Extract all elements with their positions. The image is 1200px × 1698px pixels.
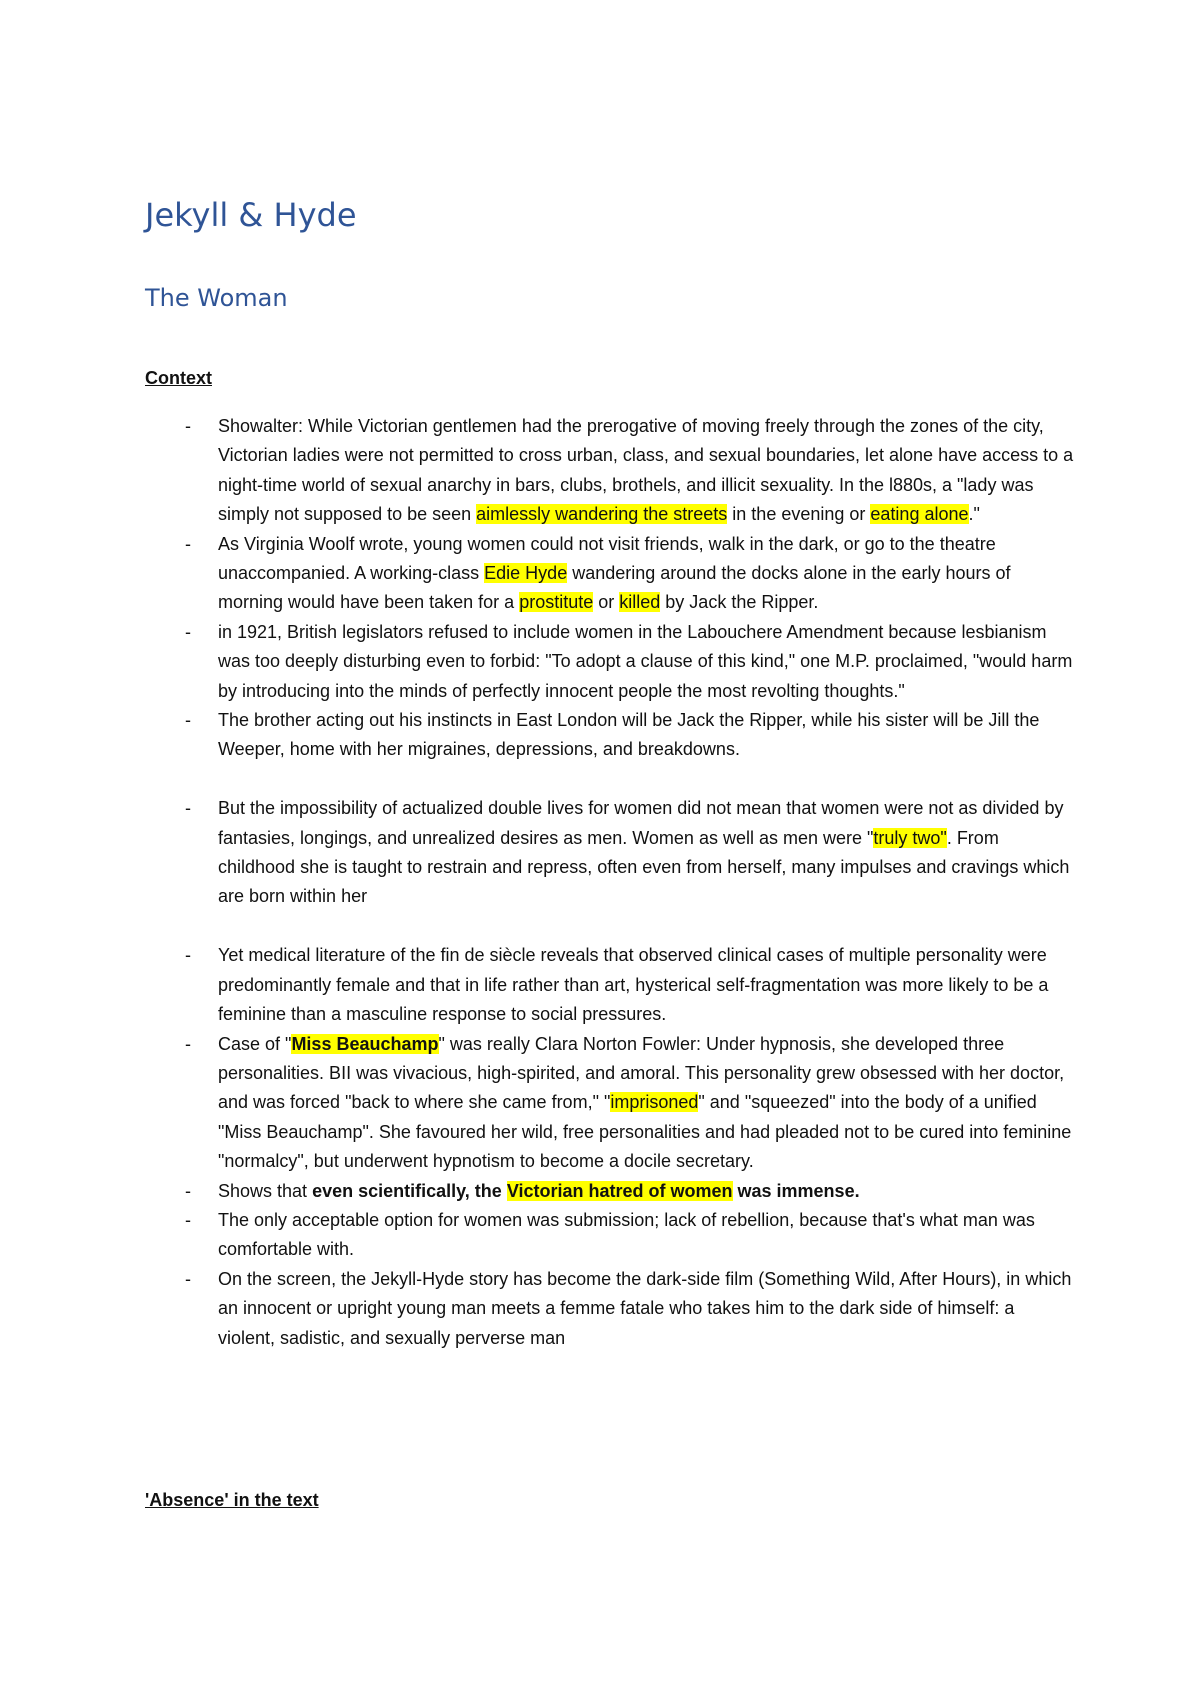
bullet-marker: - <box>185 1209 191 1230</box>
highlight: Victorian hatred of women <box>506 1180 733 1201</box>
highlight: Miss Beauchamp <box>291 1033 439 1054</box>
bullet-marker: - <box>185 621 191 642</box>
highlight: prostitute <box>519 592 594 613</box>
bullet-showalter: - Showalter: While Victorian gentlemen had the prerogative of moving freely through the zones of the city, Victorian ladies were not permitted to cross urban, class, and sexual boundaries, let alone have access to a night-time world of sexual anarchy in bars, clubs, brothels, and illicit sexuality. In the l880s, a "lady was simply not supposed to be seen aimlessly wandering the streets in the evening or eating alone." <box>145 412 1075 530</box>
bullet-marker: - <box>185 945 191 966</box>
bullet-marker: - <box>185 1033 191 1054</box>
highlight: killed <box>619 592 661 613</box>
bullet-jack-jill: - The brother acting out his instincts in East London will be Jack the Ripper, while his sister will be Jill the Weeper, home with her migraines, depressions, and breakdowns. <box>145 706 1075 765</box>
highlight: Edie Hyde <box>484 563 568 584</box>
absence-heading: 'Absence' in the text <box>145 1490 319 1510</box>
bullet-medical-literature: - Yet medical literature of the fin de siècle reveals that observed clinical cases of multiple personality were predominantly female and that in life rather than art, hysterical self-fragmentation was more likely to be a feminine than a masculine response to social pressures. <box>145 941 1075 1029</box>
bullet-hatred: - Shows that even scientifically, the Victorian hatred of women was immense. <box>145 1177 1075 1206</box>
document-subtitle: The Woman <box>145 284 288 312</box>
bullet-marker: - <box>185 1268 191 1289</box>
bullet-marker: - <box>185 1180 191 1201</box>
context-bullet-list <box>145 412 1075 1353</box>
highlight: imprisoned <box>610 1092 699 1113</box>
highlight: truly two" <box>873 827 947 848</box>
bullet-double-lives: - But the impossibility of actualized double lives for women did not mean that women were not as divided by fantasies, longings, and unrealized desires as men. Women as well as men were "truly two". From childhood she is taught to restrain and repress, often even from herself, many impulses and cravings which are born within her <box>145 794 1075 912</box>
spacer <box>145 912 1075 941</box>
bullet-woolf: - As Virginia Woolf wrote, young women could not visit friends, walk in the dark, or go to the theatre unaccompanied. A working-class Edie Hyde wandering around the docks alone in the early hours of morning would have been taken for a prostitute or killed by Jack the Ripper. <box>145 530 1075 618</box>
highlight: eating alone <box>870 504 969 525</box>
bullet-marker: - <box>185 798 191 819</box>
bullet-marker: - <box>185 710 191 731</box>
highlight: aimlessly wandering the streets <box>476 504 728 525</box>
spacer <box>145 765 1075 794</box>
document-title: Jekyll & Hyde <box>145 196 357 234</box>
bullet-miss-beauchamp: - Case of "Miss Beauchamp" was really Clara Norton Fowler: Under hypnosis, she developed three personalities. BII was vivacious, high-spirited, and amoral. This personality grew obsessed with her doctor, and was forced "back to where she came from," "imprisoned" and "squeezed" into the body of a unified "Miss Beauchamp". She favoured her wild, free personalities and had pleaded not to be cured into feminine "normalcy", but underwent hypnotism to become a docile secretary. <box>145 1030 1075 1177</box>
bullet-marker: - <box>185 533 191 554</box>
context-heading: Context <box>145 368 212 388</box>
bullet-dark-side-film: - On the screen, the Jekyll-Hyde story has become the dark-side film (Something Wild, After Hours), in which an innocent or upright young man meets a femme fatale who takes him to the dark side of himself: a violent, sadistic, and sexually perverse man <box>145 1265 1075 1353</box>
bullet-submission: - The only acceptable option for women was submission; lack of rebellion, because that's what man was comfortable with. <box>145 1206 1075 1265</box>
bullet-labouchere: - in 1921, British legislators refused to include women in the Labouchere Amendment because lesbianism was too deeply disturbing even to forbid: "To adopt a clause of this kind," one M.P. proclaimed, "would harm by introducing into the minds of perfectly innocent people the most revolting thoughts." <box>145 618 1075 706</box>
bullet-marker: - <box>185 416 191 436</box>
